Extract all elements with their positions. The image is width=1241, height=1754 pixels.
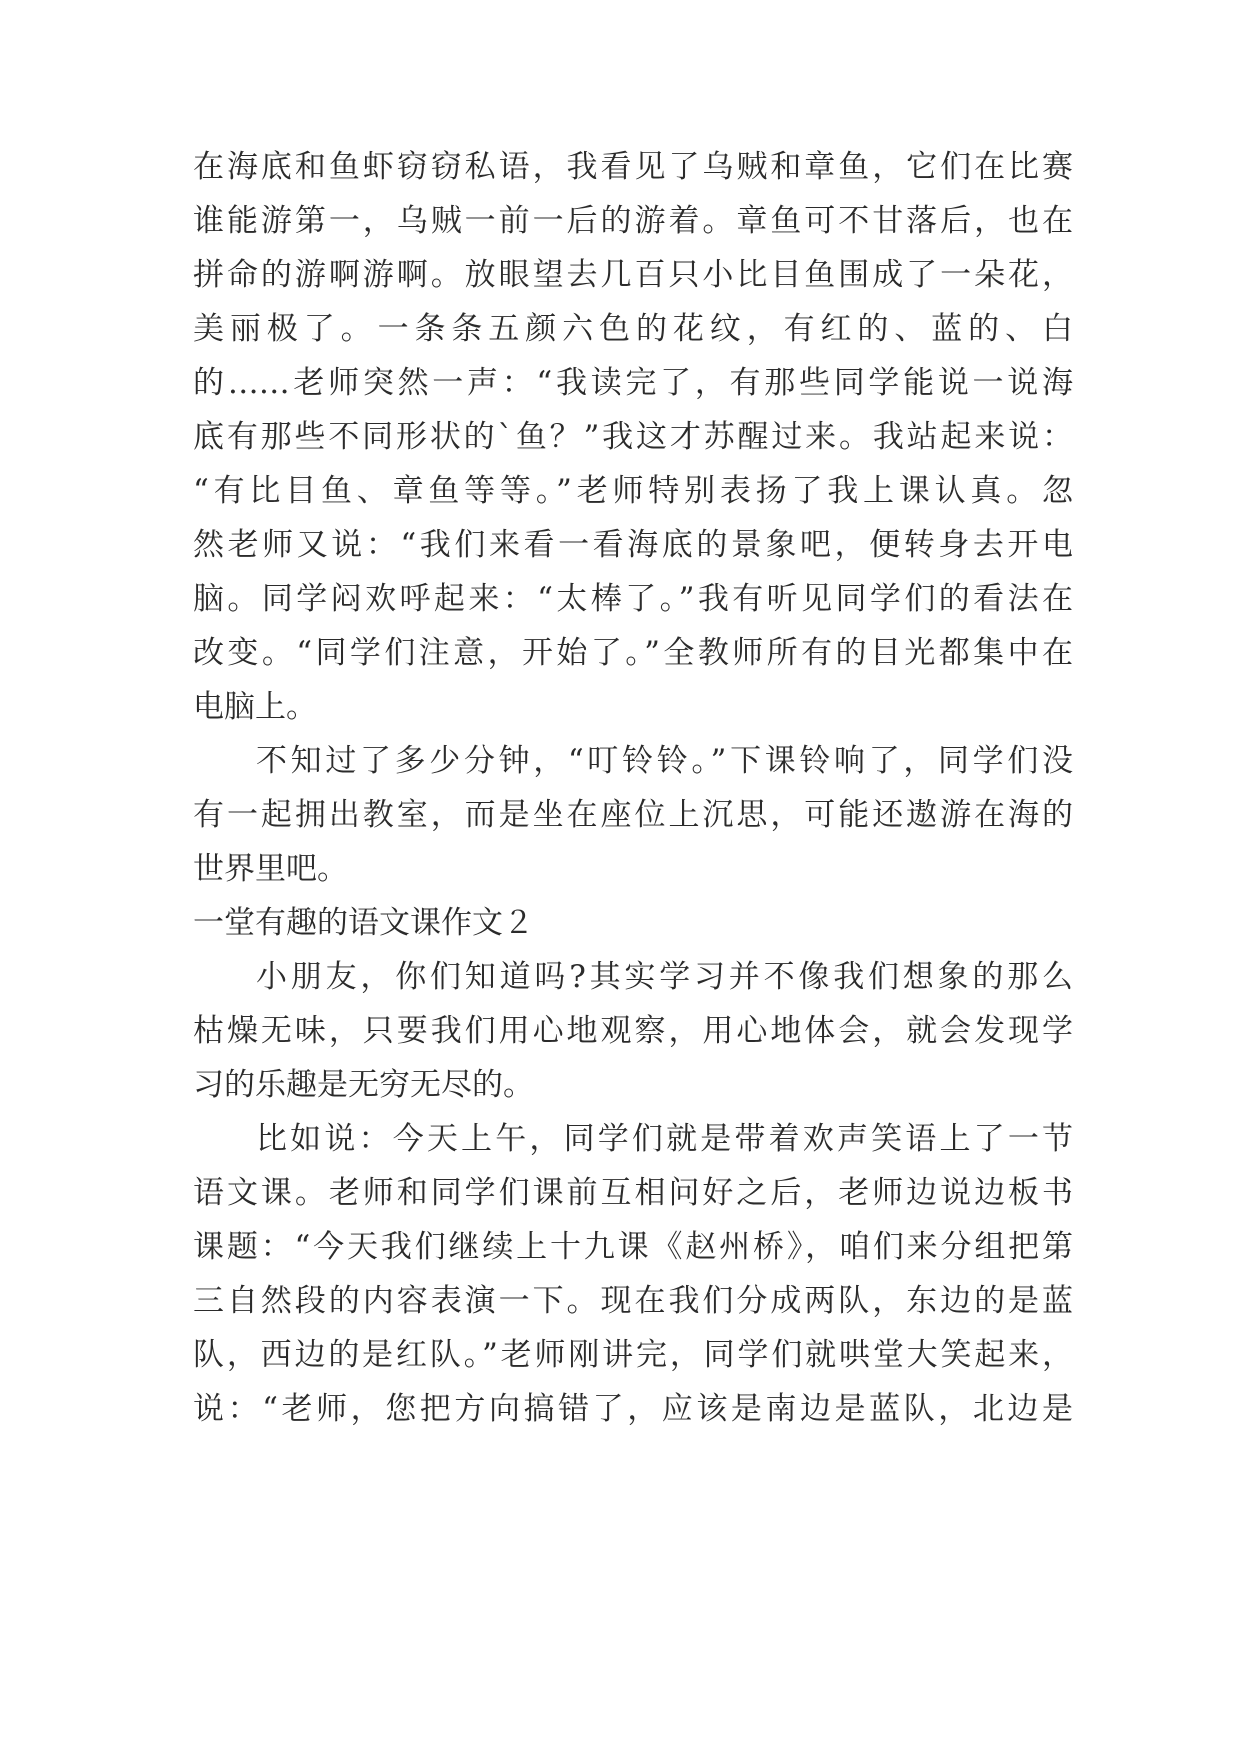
text-line: 美丽极了。一条条五颜六色的花纹，有红的、蓝的、白 bbox=[193, 311, 1073, 347]
text-line: 比如说：今天上午，同学们就是带着欢声笑语上了一节 bbox=[256, 1121, 1073, 1157]
text-line: 枯燥无味，只要我们用心地观察，用心地体会，就会发现学 bbox=[193, 1013, 1073, 1049]
text-line: 的……老师突然一声：“我读完了，有那些同学能说一说海 bbox=[193, 365, 1073, 401]
text-line: 底有那些不同形状的`鱼？”我这才苏醒过来。我站起来说： bbox=[193, 419, 1073, 455]
text-line: 三自然段的内容表演一下。现在我们分成两队，东边的是蓝 bbox=[193, 1283, 1073, 1319]
text-line: 说：“老师，您把方向搞错了，应该是南边是蓝队，北边是 bbox=[193, 1391, 1073, 1427]
text-line: 习的乐趣是无穷无尽的。 bbox=[193, 1067, 534, 1103]
text-line: 有一起拥出教室，而是坐在座位上沉思，可能还遨游在海的 bbox=[193, 797, 1073, 833]
text-line: 语文课。老师和同学们课前互相问好之后，老师边说边板书 bbox=[193, 1175, 1073, 1211]
text-line: 电脑上。 bbox=[193, 689, 317, 725]
text-line: 谁能游第一，乌贼一前一后的游着。章鱼可不甘落后，也在 bbox=[193, 203, 1073, 239]
text-line: 拼命的游啊游啊。放眼望去几百只小比目鱼围成了一朵花， bbox=[193, 257, 1073, 293]
text-line: “有比目鱼、章鱼等等。”老师特别表扬了我上课认真。忽 bbox=[193, 473, 1073, 509]
text-line: 小朋友，你们知道吗?其实学习并不像我们想象的那么 bbox=[256, 959, 1073, 995]
text-line: 世界里吧。 bbox=[193, 851, 348, 887]
text-line: 脑。同学闷欢呼起来：“太棒了。”我有听见同学们的看法在 bbox=[193, 581, 1073, 617]
text-line: 然老师又说：“我们来看一看海底的景象吧，便转身去开电 bbox=[193, 527, 1073, 563]
text-line: 课题：“今天我们继续上十九课《赵州桥》，咱们来分组把第 bbox=[193, 1229, 1073, 1265]
text-line: 改变。“同学们注意，开始了。”全教师所有的目光都集中在 bbox=[193, 635, 1073, 671]
text-line: 不知过了多少分钟，“叮铃铃。”下课铃响了，同学们没 bbox=[256, 743, 1073, 779]
text-line: 在海底和鱼虾窃窃私语，我看见了乌贼和章鱼，它们在比赛 bbox=[193, 149, 1073, 185]
text-line: 队，西边的是红队。”老师刚讲完，同学们就哄堂大笑起来， bbox=[193, 1337, 1073, 1373]
section-heading: 一堂有趣的语文课作文２ bbox=[193, 905, 534, 941]
